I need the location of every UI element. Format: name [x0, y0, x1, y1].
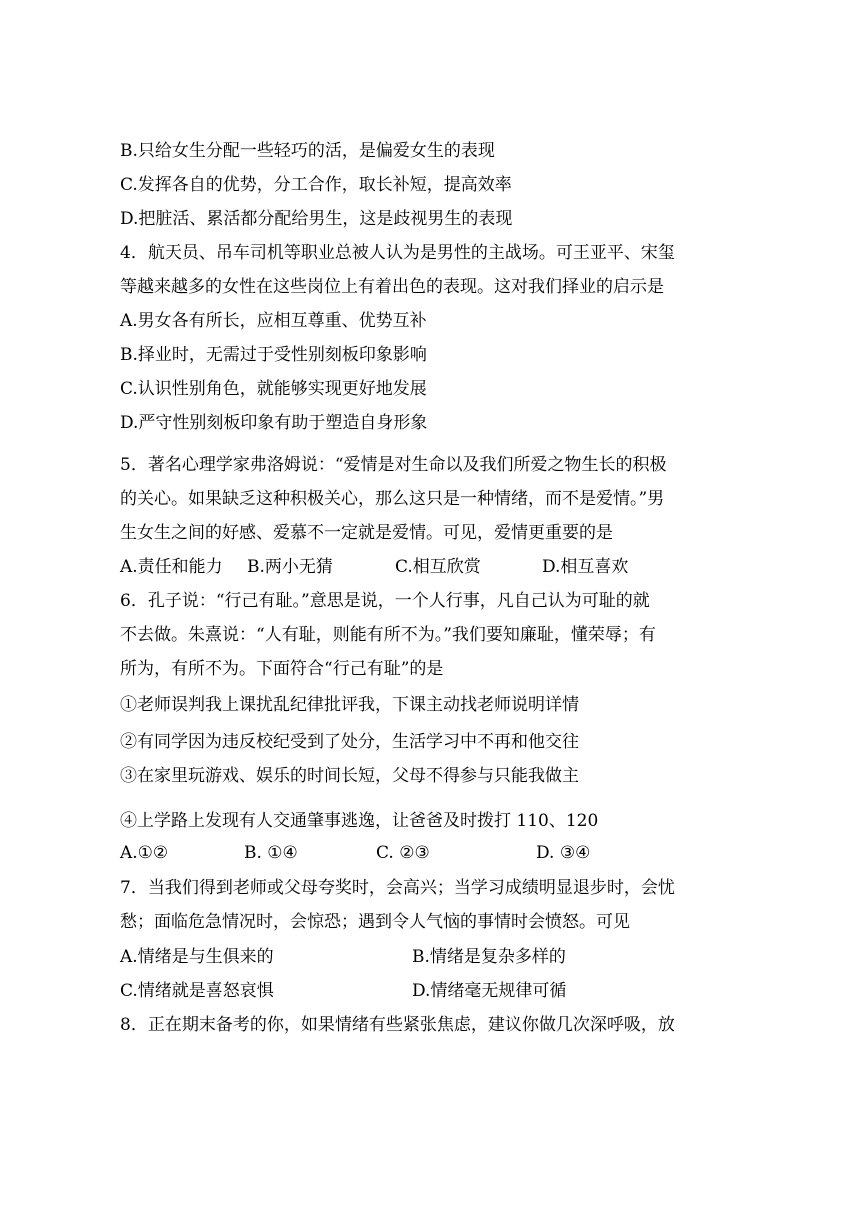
- q5-stem-line-1: 5．著名心理学家弗洛姆说：“爱情是对生命以及我们所爱之物生长的积极: [120, 455, 667, 475]
- q5-option-c: C.相互欣赏: [395, 557, 481, 577]
- q7-options-row-2: [120, 980, 760, 1002]
- q5-options-row: [120, 556, 760, 578]
- q6-statement-1: ①老师误判我上课扰乱纪律批评我，下课主动找老师说明详情: [120, 695, 579, 715]
- q6-statement-3: ③在家里玩游戏、娱乐的时间长短，父母不得参与只能我做主: [120, 766, 579, 786]
- q6-stem-line-3: 所为，有所不为。下面符合“行己有耻”的是: [120, 659, 444, 679]
- q7-option-b: B.情绪是复杂多样的: [412, 947, 566, 967]
- q6-statement-2: ②有同学因为违反校纪受到了处分，生活学习中不再和他交往: [120, 732, 579, 752]
- q5-option-b: B.两小无猜: [247, 557, 333, 577]
- q4-option-a: A.男女各有所长，应相互尊重、优势互补: [120, 311, 427, 331]
- q7-stem-line-1: 7．当我们得到老师或父母夸奖时，会高兴；当学习成绩明显退步时，会忧: [120, 878, 675, 898]
- q5-stem-line-3: 生女生之间的好感、爱慕不一定就是爱情。可见，爱情更重要的是: [120, 523, 613, 543]
- q7-option-d: D.情绪毫无规律可循: [412, 981, 567, 1001]
- q7-options-row-1: [120, 946, 760, 968]
- q3-option-b: B.只给女生分配一些轻巧的活，是偏爱女生的表现: [120, 141, 495, 161]
- q4-option-b: B.择业时，无需过于受性别刻板印象影响: [120, 345, 427, 365]
- q7-option-a: A.情绪是与生俱来的: [120, 947, 274, 967]
- q4-option-d: D.严守性别刻板印象有助于塑造自身形象: [120, 413, 428, 433]
- q6-statement-4: ④上学路上发现有人交通肇事逃逸，让爸爸及时拨打 110、120: [120, 811, 599, 831]
- q6-option-b: B. ①④: [244, 843, 298, 863]
- q7-stem-line-2: 愁；面临危急情况时，会惊恐；遇到令人气恼的事情时会愤怒。可见: [120, 912, 630, 932]
- q8-stem-line-1: 8．正在期末备考的你，如果情绪有些紧张焦虑，建议你做几次深呼吸，放: [120, 1015, 675, 1035]
- q6-stem-line-2: 不去做。朱熹说：“人有耻，则能有所不为。”我们要知廉耻，懂荣辱；有: [120, 625, 656, 645]
- q3-option-c: C.发挥各自的优势，分工合作，取长补短，提高效率: [120, 175, 512, 195]
- q6-stem-line-1: 6．孔子说：“行己有耻。”意思是说，一个人行事，凡自己认为可耻的就: [120, 591, 650, 611]
- q5-option-d: D.相互喜欢: [542, 557, 629, 577]
- q5-stem-line-2: 的关心。如果缺乏这种积极关心，那么这只是一种情绪，而不是爱情。”男: [120, 489, 665, 509]
- q7-option-c: C.情绪就是喜怒哀惧: [120, 981, 274, 1001]
- q4-stem-line-2: 等越来越多的女性在这些岗位上有着出色的表现。这对我们择业的启示是: [120, 277, 664, 297]
- q6-options-row: [120, 842, 760, 864]
- q4-option-c: C.认识性别角色，就能够实现更好地发展: [120, 379, 427, 399]
- q5-option-a: A.责任和能力: [120, 557, 223, 577]
- q4-stem-line-1: 4．航天员、吊车司机等职业总被人认为是男性的主战场。可王亚平、宋玺: [120, 243, 675, 263]
- q6-option-a: A.①②: [120, 843, 169, 863]
- q3-option-d: D.把脏活、累活都分配给男生，这是歧视男生的表现: [120, 209, 513, 229]
- q6-option-d: D. ③④: [536, 843, 591, 863]
- q6-option-c: C. ②③: [376, 843, 430, 863]
